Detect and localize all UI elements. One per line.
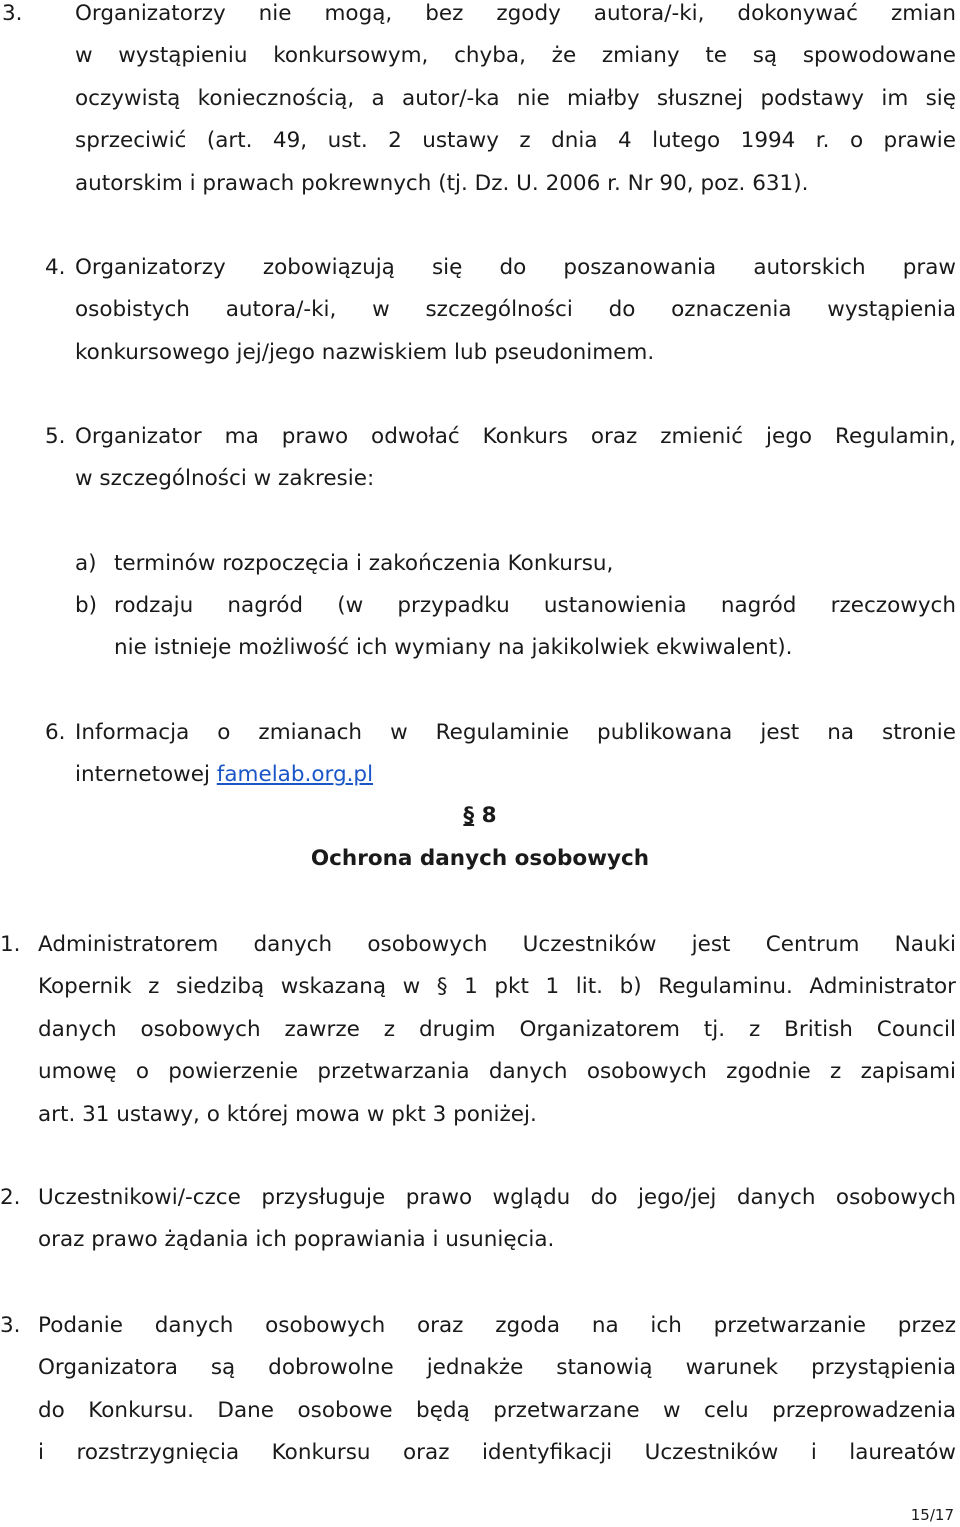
text-line: art. 31 ustawy, o której mowa w pkt 3 poniżej. xyxy=(38,1101,537,1127)
text-line: Organizatorzy zobowiązują się do poszanowania autorskich praw xyxy=(75,255,956,280)
text-line xyxy=(75,754,956,796)
list-item-3 xyxy=(2,0,956,205)
item-number: 4. xyxy=(45,255,66,280)
sub-letter: b) xyxy=(75,593,98,618)
sublist-item-b xyxy=(75,585,97,627)
sub-letter: a) xyxy=(75,551,97,576)
sub-text: terminów rozpoczęcia i zakończenia Konkursu, xyxy=(114,551,614,576)
sublist-text-a xyxy=(114,543,613,585)
text-prefix: internetowej xyxy=(75,762,217,788)
item-number: 6. xyxy=(45,720,66,745)
text-line: Podanie danych osobowych oraz zgoda na ich przetwarzanie przez xyxy=(38,1313,956,1338)
list-item-5 xyxy=(45,416,956,501)
item-number: 3. xyxy=(0,1313,21,1338)
sublist-text-b xyxy=(114,585,956,670)
paragraph-symbol-icon: § xyxy=(463,803,475,828)
text-line: Kopernik z siedzibą wskazaną w § 1 pkt 1 lit. b) Regulaminu. Administrator xyxy=(38,974,956,1000)
section-number xyxy=(0,803,960,828)
item-number: 2. xyxy=(0,1185,21,1210)
text-line: w wystąpieniu konkursowym, chyba, że zmiany te są spowodowane xyxy=(75,43,956,69)
text-line: Informacja o zmianach w Regulaminie publikowana jest na stronie xyxy=(75,720,956,745)
data-item-1 xyxy=(0,924,956,1136)
text-line: autorskim i prawach pokrewnych (tj. Dz. U. 2006 r. Nr 90, poz. 631). xyxy=(75,170,809,196)
text-line: konkursowego jej/jego nazwiskiem lub pseudonimem. xyxy=(75,339,655,365)
text-line: nie istnieje możliwość ich wymiany na jakikolwiek ekwiwalent). xyxy=(114,635,793,661)
text-line: oraz prawo żądania ich poprawiania i usunięcia. xyxy=(38,1227,555,1253)
page-number: 15/17 xyxy=(910,1506,954,1524)
text-line: rodzaju nagród (w przypadku ustanowienia nagród rzeczowych xyxy=(114,593,956,618)
sublist-item-a xyxy=(75,543,97,585)
section-title: Ochrona danych osobowych xyxy=(310,846,650,871)
section-number-text: 8 xyxy=(474,803,497,828)
text-line: do Konkursu. Dane osobowe będą przetwarzane w celu przeprowadzenia xyxy=(38,1397,956,1423)
data-item-3 xyxy=(0,1305,956,1475)
text-line: Organizator ma prawo odwołać Konkurs oraz zmienić jego Regulamin, xyxy=(75,424,956,449)
item-number: 5. xyxy=(45,424,66,449)
text-line: sprzeciwić (art. 49, ust. 2 ustawy z dnia 4 lutego 1994 r. o prawie xyxy=(75,128,956,154)
text-line: i rozstrzygnięcia Konkursu oraz identyfikacji Uczestników i laureatów xyxy=(38,1440,956,1466)
text-line: Organizatorzy nie mogą, bez zgody autora/-ki, dokonywać zmian xyxy=(75,1,956,26)
text-line: Uczestnikowi/-czce przysługuje prawo wglądu do jego/jej danych osobowych xyxy=(38,1185,956,1210)
website-link[interactable]: famelab.org.pl xyxy=(216,762,374,788)
text-line: umowę o powierzenie przetwarzania danych osobowych zgodnie z zapisami xyxy=(38,1059,956,1085)
text-line: osobistych autora/-ki, w szczególności do oznaczenia wystąpienia xyxy=(75,297,956,323)
item-number: 3. xyxy=(2,1,23,26)
text-line: Organizatora są dobrowolne jednakże stanowią warunek przystąpienia xyxy=(38,1355,956,1381)
list-item-4 xyxy=(45,247,956,374)
text-line: oczywistą koniecznością, a autor/-ka nie miałby słusznej podstawy im się xyxy=(75,85,956,111)
list-item-6 xyxy=(45,712,956,797)
data-item-2 xyxy=(0,1177,956,1262)
item-number: 1. xyxy=(0,932,21,957)
text-line: w szczególności w zakresie: xyxy=(75,466,375,492)
text-line: Administratorem danych osobowych Uczestników jest Centrum Nauki xyxy=(38,932,956,957)
text-line: danych osobowych zawrze z drugim Organizatorem tj. z British Council xyxy=(38,1016,956,1042)
